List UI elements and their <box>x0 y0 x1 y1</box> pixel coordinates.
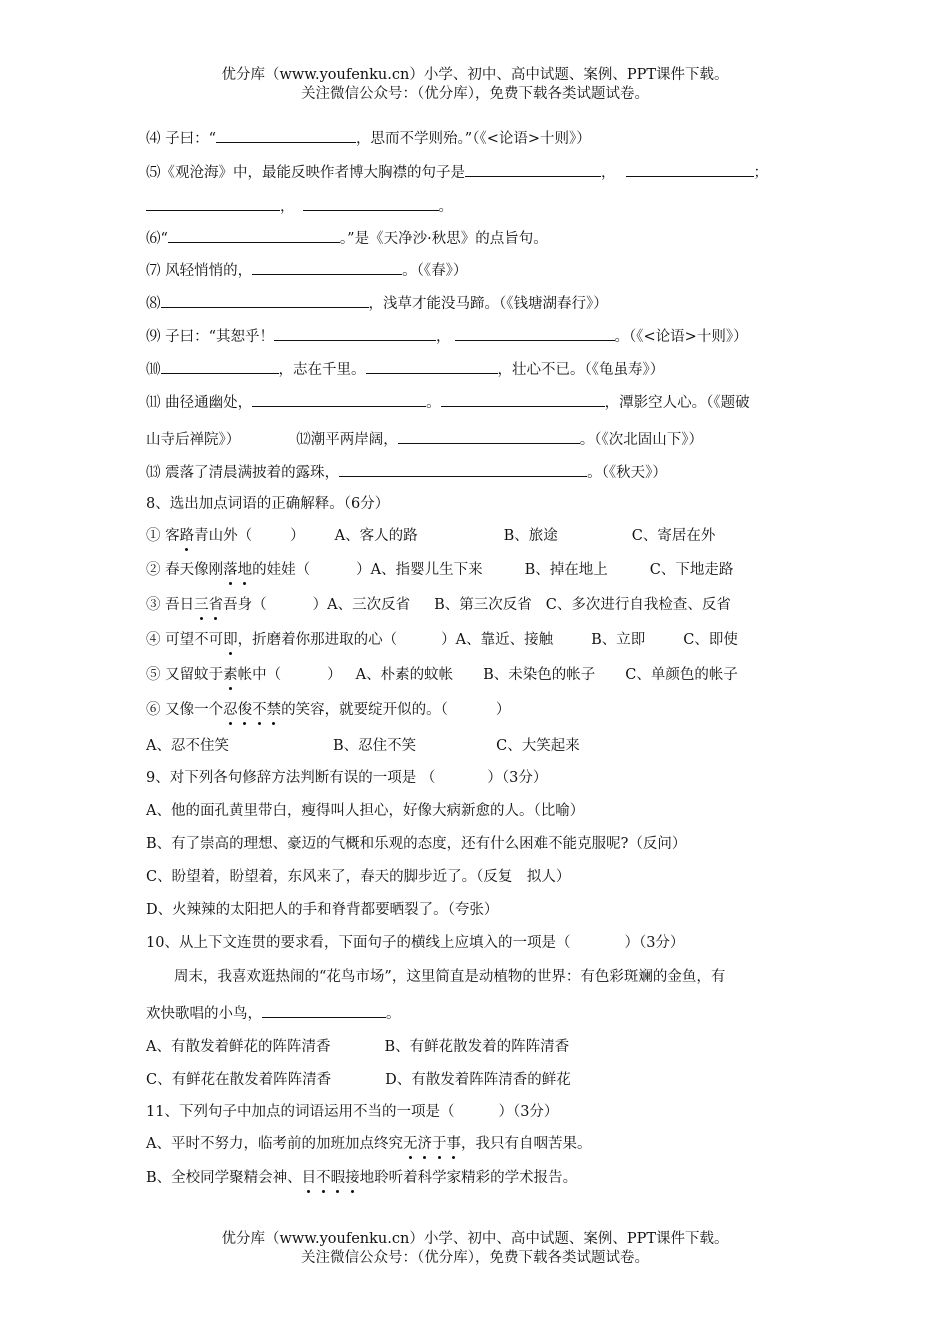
answer-blank[interactable] <box>303 195 439 211</box>
answer-blank[interactable] <box>626 161 754 177</box>
q7-item-5-cont: ， 。 <box>146 195 453 217</box>
footer-line-1: 优分库（www.youfenku.cn）小学、初中、高中试题、案例、PPT课件下载。 <box>221 1231 729 1247</box>
q7-item-7: ⑺ 风轻悄悄的， 。（《春》） <box>146 259 467 281</box>
q8-title: 8、选出加点词语的正确解释。（6分） <box>146 496 390 512</box>
answer-blank[interactable] <box>161 292 369 308</box>
emphasized-char: 不 <box>316 1170 331 1186</box>
answer-blank[interactable] <box>168 227 340 243</box>
q7-item-4: ⑷ 子曰：“ ，思而不学则殆。”（《<论语>十则》） <box>146 127 591 149</box>
emphasized-char: 暇 <box>330 1170 346 1186</box>
q9-title: 9、对下列各句修辞方法判断有误的一项是 （ ）（3分） <box>146 770 548 786</box>
emphasized-char: 接 <box>345 1170 360 1186</box>
page-header <box>0 66 950 104</box>
answer-blank[interactable] <box>252 391 426 407</box>
q11-title: 11、下列句子中加点的词语运用不当的一项是（ ）（3分） <box>146 1104 559 1120</box>
answer-blank[interactable] <box>216 127 356 143</box>
emphasized-char: 事 <box>446 1136 461 1152</box>
q8-option-2: ② 春天像刚落地的娃娃（ ）A、指婴儿生下来 B、掉在地上 C、下地走路 <box>146 562 734 578</box>
q8-option-1: ① 客路青山外（ ） A、客人的路 B、旅途 C、寄居在外 <box>146 528 716 544</box>
emphasized-char: 禁 <box>266 702 282 718</box>
answer-blank[interactable] <box>339 461 587 477</box>
q8-option-4: ④ 可望不可即，折磨着你那进取的心（ ）A、靠近、接触 B、立即 C、即使 <box>146 632 738 648</box>
q7-item-6: ⑹“ 。”是《天净沙·秋思》的点旨句。 <box>146 227 548 249</box>
answer-blank[interactable] <box>262 1002 386 1018</box>
header-line-1: 优分库（www.youfenku.cn）小学、初中、高中试题、案例、PPT课件下载。 <box>221 67 729 83</box>
q7-item-8: ⑻ ，浅草才能没马蹄。（《钱塘湖春行》） <box>146 292 608 314</box>
q7-item-10: ⑽ ，志在千里。 ，壮心不已。（《龟虽寿》） <box>146 358 664 380</box>
emphasized-char: 地 <box>237 562 253 578</box>
answer-blank[interactable] <box>441 391 605 407</box>
q8-option-6-choices: A、忍不住笑 B、忍住不笑 C、大笑起来 <box>146 738 580 754</box>
answer-blank[interactable] <box>465 161 601 177</box>
q7-item-13: ⒀ 震落了清晨满披着的露珠， 。（《秋天》） <box>146 461 667 483</box>
answer-blank[interactable] <box>274 325 436 341</box>
q8-option-6: ⑥ 又像一个忍俊不禁的笑容，就要绽开似的。（ ） <box>146 702 511 718</box>
emphasized-char: 忍 <box>223 702 238 718</box>
emphasized-char: 三 <box>194 597 209 613</box>
q9-choice-d: D、火辣辣的太阳把人的手和脊背都要晒裂了。（夸张） <box>146 902 499 918</box>
answer-blank[interactable] <box>161 358 279 374</box>
q9-choice-a: A、他的面孔黄里带白，瘦得叫人担心，好像大病新愈的人。（比喻） <box>146 803 585 819</box>
q10-title: 10、从上下文连贯的要求看，下面句子的横线上应填入的一项是（ ）（3分） <box>146 935 685 951</box>
q11-choice-b: B、全校同学聚精会神、目不暇接地聆听着科学家精彩的学术报告。 <box>146 1170 578 1186</box>
answer-blank[interactable] <box>252 259 402 275</box>
q10-passage-line-2: 欢快歌唱的小鸟， 。 <box>146 1002 401 1024</box>
answer-blank[interactable] <box>146 195 280 211</box>
q7-item-5: ⑸《观沧海》中，最能反映作者博大胸襟的句子是 ， ； <box>146 161 768 183</box>
emphasized-char: 不 <box>252 702 267 718</box>
answer-blank[interactable] <box>366 358 498 374</box>
emphasized-char: 省 <box>208 597 224 613</box>
emphasized-char: 目 <box>301 1170 317 1186</box>
page-footer <box>0 1230 950 1268</box>
emphasized-char: 落 <box>223 562 238 578</box>
q10-choices-cd: C、有鲜花在散发着阵阵清香 D、有散发着阵阵清香的鲜花 <box>146 1072 571 1088</box>
q8-option-3: ③ 吾日三省吾身（ ）A、三次反省 B、第三次反省 C、多次进行自我检查、反省 <box>146 597 731 613</box>
header-line-2: 关注微信公众号：（优分库），免费下载各类试题试卷。 <box>301 86 649 102</box>
q7-item-9: ⑼ 子曰：“其恕乎！ ， 。（《<论语>十则》） <box>146 325 748 347</box>
footer-line-2: 关注微信公众号：（优分库），免费下载各类试题试卷。 <box>301 1250 649 1266</box>
emphasized-char: 无 <box>402 1136 418 1152</box>
q9-choice-b: B、有了崇高的理想、豪迈的气概和乐观的态度，还有什么困难不能克服呢?（反问） <box>146 836 687 852</box>
q7-item-11-12: 山寺后禅院》） ⑿潮平两岸阔， 。（《次北固山下》） <box>146 428 703 450</box>
q10-choices-ab: A、有散发着鲜花的阵阵清香 B、有鲜花散发着的阵阵清香 <box>146 1039 570 1055</box>
emphasized-char: 济 <box>417 1136 432 1152</box>
q10-passage-line-1: 周末，我喜欢逛热闹的“花鸟市场”，这里简直是动植物的世界：有色彩斑斓的金鱼，有 <box>174 969 726 985</box>
emphasized-char: 俊 <box>237 702 253 718</box>
q7-item-11: ⑾ 曲径通幽处， 。 ，潭影空人心。（《题破 <box>146 391 750 413</box>
q9-choice-c: C、盼望着，盼望着，东风来了，春天的脚步近了。（反复 拟人） <box>146 869 571 885</box>
answer-blank[interactable] <box>398 428 580 444</box>
q11-choice-a: A、平时不努力，临考前的加班加点终究无济于事，我只有自咽苦果。 <box>146 1136 592 1152</box>
answer-blank[interactable] <box>455 325 615 341</box>
emphasized-char: 于 <box>431 1136 447 1152</box>
q8-option-5: ⑤ 又留蚊于素帐中（ ） A、朴素的蚊帐 B、未染色的帐子 C、单颜色的帐子 <box>146 667 738 683</box>
